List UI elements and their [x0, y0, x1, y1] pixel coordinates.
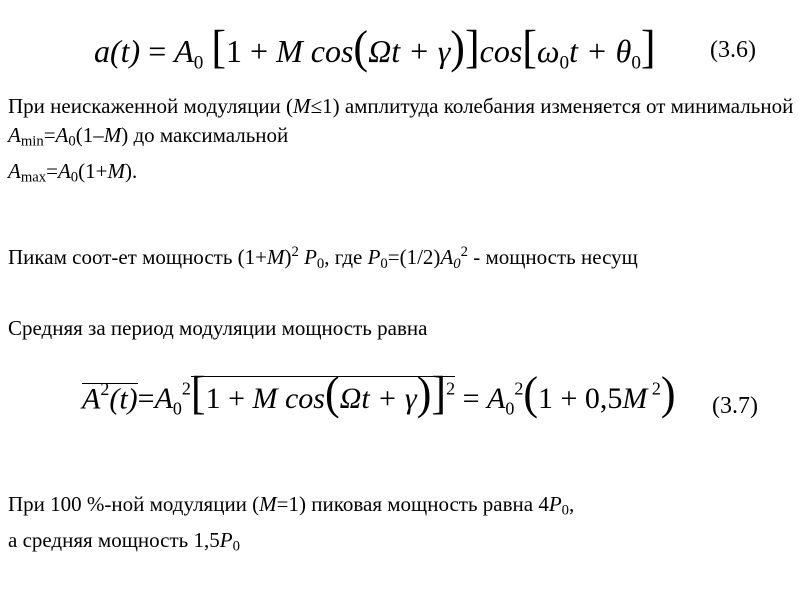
p2-zero: 0 — [316, 255, 325, 272]
eq1-lbracket2: [ — [522, 21, 537, 74]
eq2-overline-lhs — [82, 379, 138, 417]
eq2-a: A — [82, 382, 101, 415]
eq2-one-plus: 1 + — [205, 382, 253, 415]
eq1-theta0-sub: 0 — [631, 52, 641, 74]
p1-eq: = — [43, 123, 56, 147]
eq2-a0b: A — [486, 382, 506, 415]
eq2-equals: = — [137, 382, 155, 415]
p1-eq2: = — [46, 158, 58, 183]
eq2-sq-m: 2 — [647, 378, 661, 399]
p4-comma: , — [569, 492, 575, 516]
p1-zero2: 0 — [70, 169, 79, 186]
eq1-rparen: ) — [450, 21, 465, 74]
p1-m: M — [293, 94, 311, 118]
eq2-sq-b: 2 — [514, 378, 524, 399]
eq1-rbracket2: ] — [640, 21, 656, 74]
eq1-one-plus: 1 + — [226, 33, 277, 69]
p2-p: P — [304, 245, 317, 270]
eq2-zero: 0 — [172, 398, 182, 419]
eq2-a0: A — [154, 382, 173, 415]
p4-p2: P — [219, 527, 233, 552]
eq1-lhs: a(t) — [94, 33, 141, 69]
p4-line2: а средняя мощность 1,5 — [8, 527, 220, 552]
eq2-rhs: 1 + 0,5 — [537, 382, 623, 415]
eq2-t: (t) — [109, 382, 138, 415]
p1-text-8: ). — [124, 158, 138, 183]
p4-p: P — [548, 492, 562, 516]
p4-text-1: При 100 %-ной модуляции ( — [8, 492, 260, 516]
paragraph-modulation-range — [8, 92, 798, 192]
p1-text-7: (1+ — [78, 158, 108, 183]
eq2-sq-br: 2 — [446, 378, 456, 399]
eq1-omega0-sub: 0 — [559, 52, 570, 74]
eq1-m: M — [276, 33, 303, 69]
eq2-rbracket: ] — [431, 367, 447, 420]
eq2-m: M — [252, 382, 278, 415]
eq2-lparen2: ( — [523, 367, 538, 420]
eq1-arg1: Ωt + γ — [368, 33, 451, 69]
p1-zero: 0 — [68, 133, 76, 150]
eq2-zero-b: 0 — [505, 398, 515, 419]
eq1-cos1: cos — [310, 33, 354, 69]
p2-text-2: ) — [284, 245, 292, 270]
eq2-sq: 2 — [100, 378, 110, 399]
p1-a: A — [8, 123, 21, 147]
p1-max: max — [20, 169, 47, 186]
p2-text-6: - мощность несущ — [467, 245, 638, 270]
p2-text-1: Пикам соот-ет мощность (1+ — [8, 245, 267, 270]
eq1-cos2: cos — [479, 33, 523, 69]
eq1-amp: A — [174, 33, 194, 69]
p1-a0: A — [55, 123, 69, 147]
eq1-theta0: θ — [615, 33, 632, 69]
eq2-overline-bracket — [190, 367, 456, 420]
p4-zero2: 0 — [232, 538, 240, 555]
eq2-arg: Ωt + γ — [339, 382, 417, 415]
p2-p2: P — [367, 245, 381, 270]
p1-text-1: При неискаженной модуляции ( — [8, 94, 294, 118]
eq2-rparen2: ) — [660, 367, 676, 420]
eq1-equals: = — [148, 33, 167, 69]
p2-zero2: 0 — [380, 255, 388, 272]
p1-text-5: ) до максимальной — [121, 123, 289, 147]
p2-sq: 2 — [291, 244, 299, 260]
p2-a: A — [440, 245, 454, 270]
p1-text-4: (1– — [75, 123, 104, 147]
eq2-cos: cos — [277, 382, 325, 415]
eq1-lparen: ( — [353, 21, 369, 74]
p1-a2: A — [8, 158, 21, 183]
eq2-rparen: ) — [416, 367, 432, 420]
paragraph-peak-power — [8, 238, 800, 279]
p2-zero3: 0 — [453, 255, 461, 272]
eq1-amp-sub: 0 — [193, 52, 204, 74]
p2-m: M — [267, 245, 285, 270]
eq2-m2: M — [622, 382, 648, 415]
equation-number-3-7: (3.7) — [712, 393, 758, 419]
equation-number-3-6: (3.6) — [710, 37, 756, 63]
eq1-omega0: ω — [536, 33, 560, 69]
p1-min: min — [20, 133, 44, 150]
eq1-rbracket: ] — [464, 21, 480, 74]
equation-3-7 — [82, 367, 676, 420]
eq2-equals2: = — [455, 382, 487, 415]
p2-text-4: , где — [324, 245, 368, 270]
p1-a3: A — [57, 158, 71, 183]
eq1-t-plus: t + — [569, 33, 616, 69]
eq1-lbracket: [ — [211, 21, 227, 74]
p1-m2: M — [103, 123, 122, 147]
eq2-lparen: ( — [324, 367, 340, 420]
eq2-lbracket: [ — [190, 367, 206, 420]
equation-3-6 — [94, 21, 656, 75]
p2-sq2: 2 — [460, 244, 468, 260]
paragraph-100-percent — [8, 490, 574, 561]
p4-m: M — [259, 492, 277, 516]
p4-text-2: =1) пиковая мощность равна 4 — [276, 492, 549, 516]
eq2-sq0: 2 — [181, 378, 191, 399]
paragraph-average-power: Средняя за период модуляции мощность равна — [8, 316, 428, 340]
p1-text-2: ≤1) амплитуда колебания изменяется от минимальной — [310, 94, 794, 118]
p2-text-5: =(1/2) — [387, 245, 441, 270]
p1-m3: M — [107, 158, 125, 183]
p4-zero: 0 — [561, 502, 570, 519]
